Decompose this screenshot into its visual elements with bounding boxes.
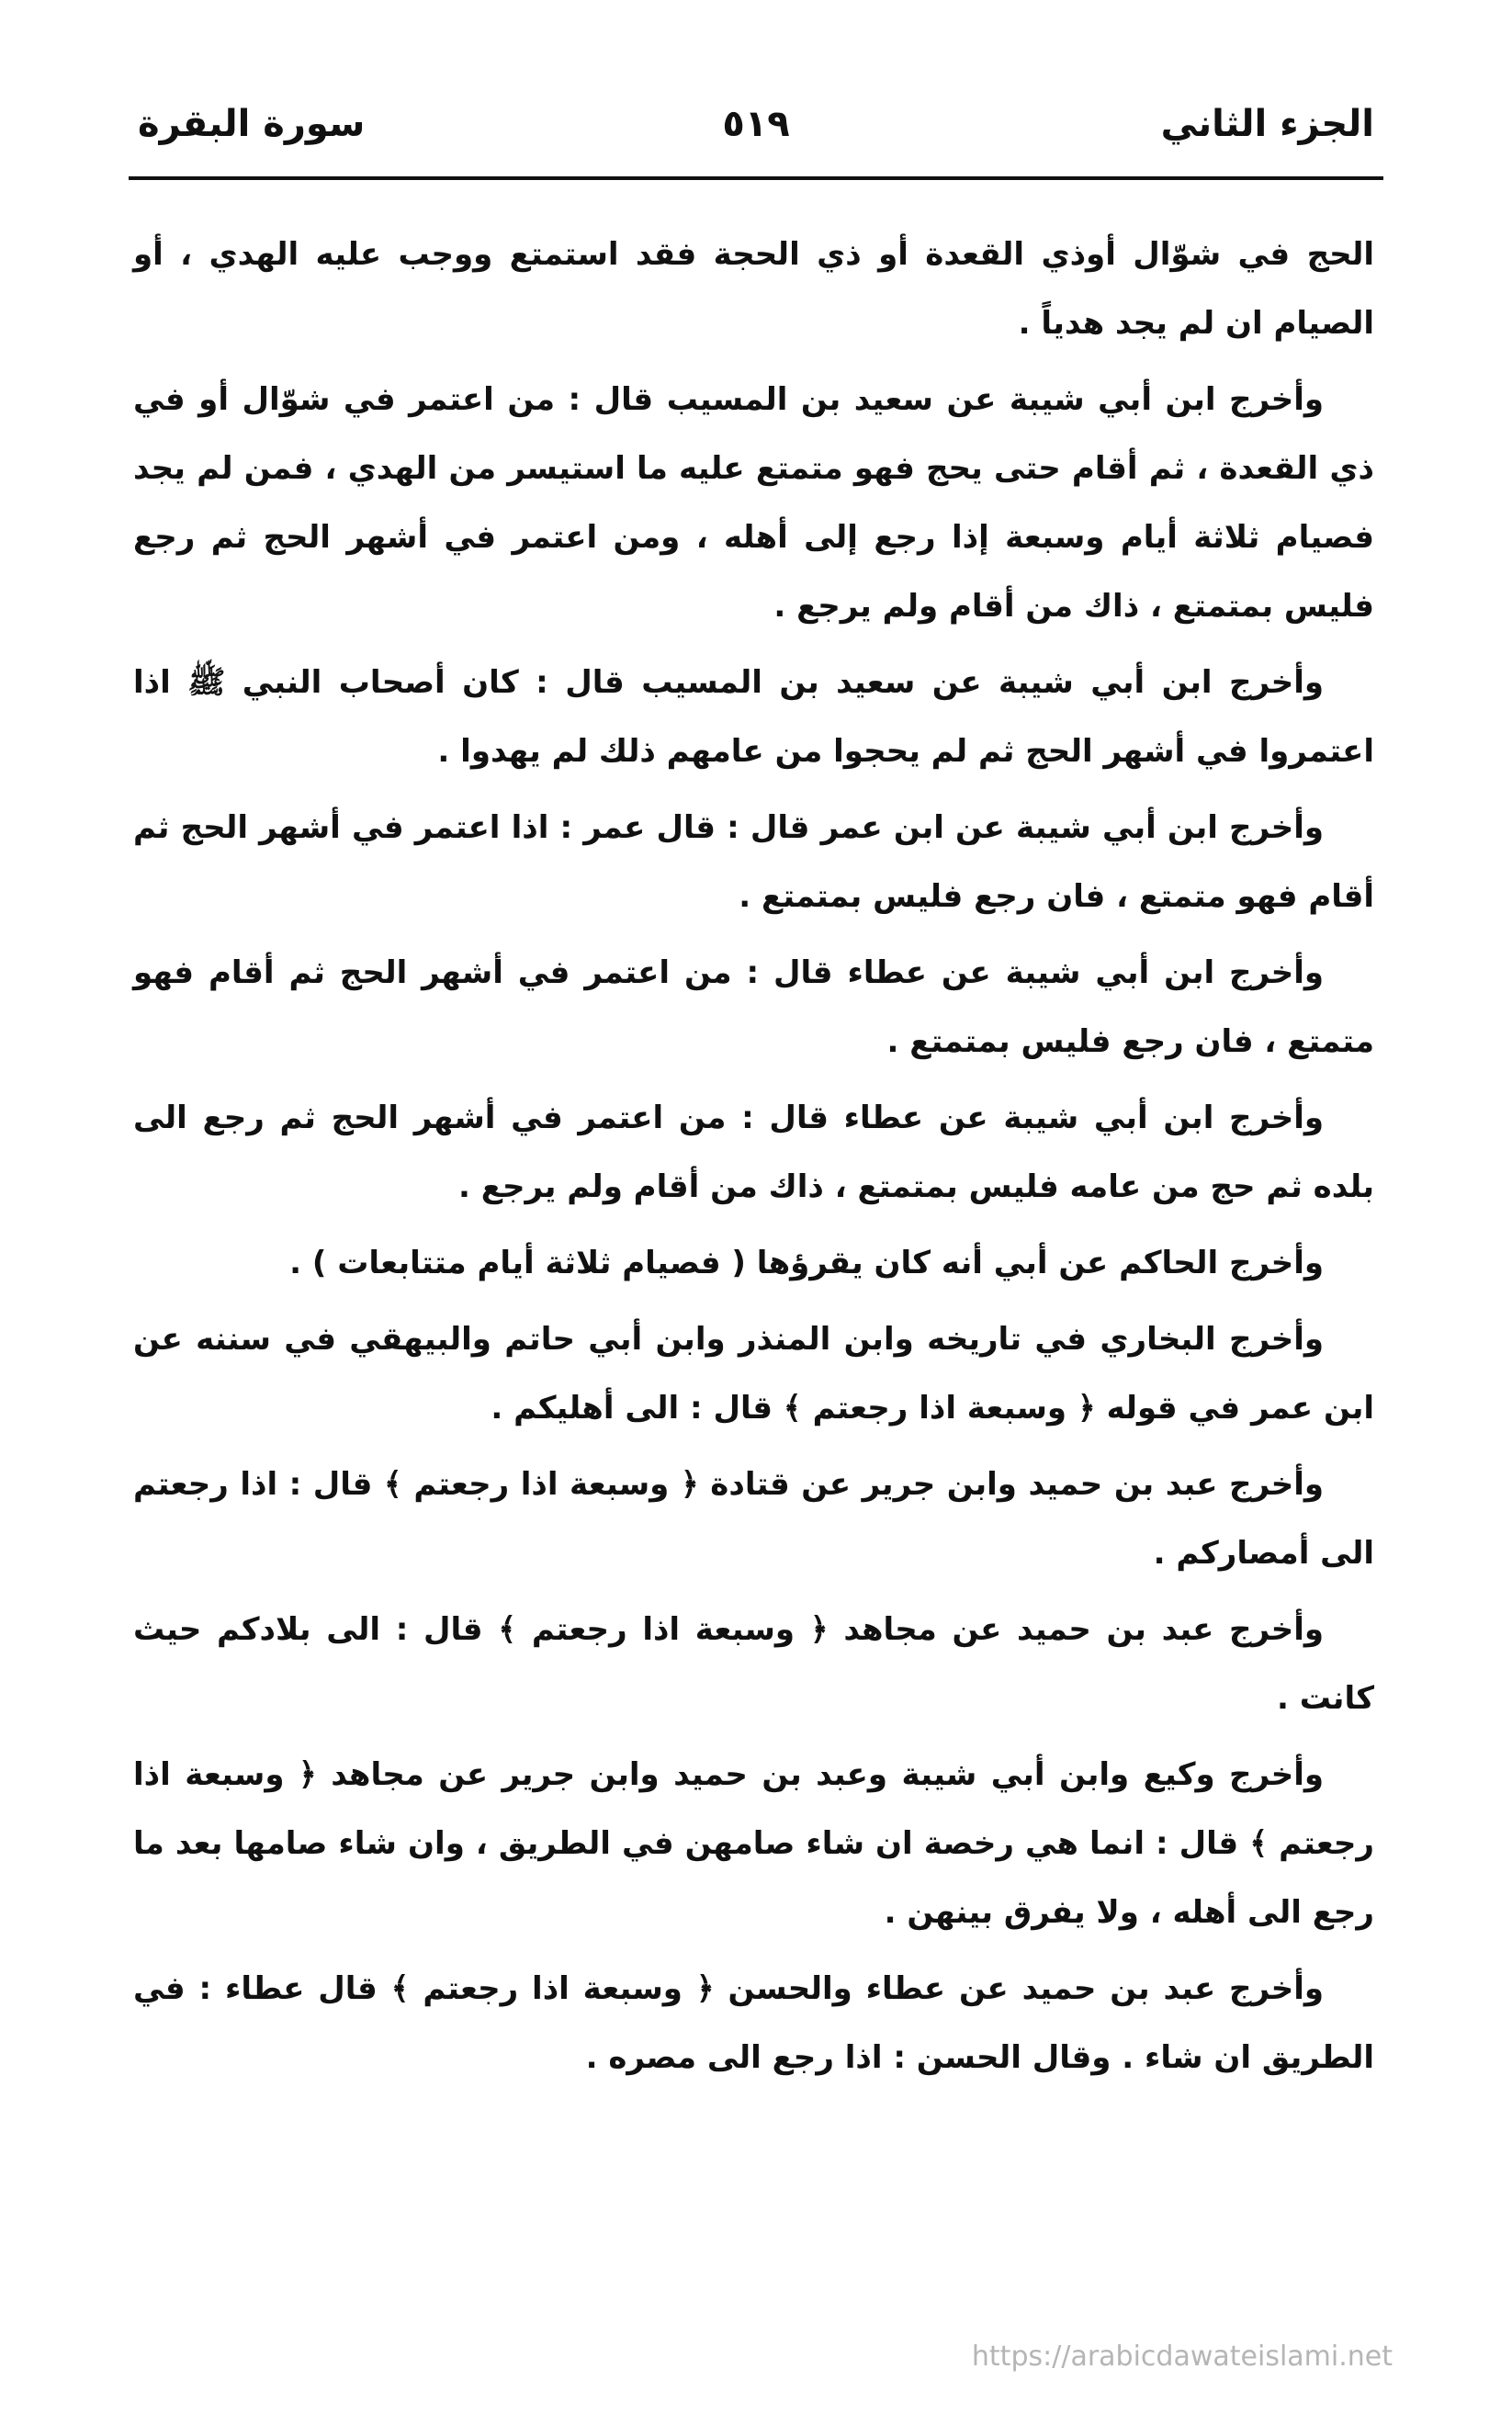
- paragraph: وأخرج ابن أبي شيبة عن عطاء قال : من اعتمر في أشهر الحج ثم أقام فهو متمتع ، فان رجع فليس بمتمتع .: [133, 954, 1374, 1060]
- paragraph: وأخرج ابن أبي شيبة عن سعيد بن المسيب قال : كان أصحاب النبي ﷺ اذا اعتمروا في أشهر الحج ثم لم يحجوا من عامهم ذلك لم يهدوا .: [133, 664, 1374, 770]
- page-body: [133, 220, 1374, 2100]
- paragraph: وأخرج ابن أبي شيبة عن ابن عمر قال : قال عمر : اذا اعتمر في أشهر الحج ثم أقام فهو متمتع ، فان رجع فليس بمتمتع .: [133, 809, 1374, 915]
- paragraph: وأخرج عبد بن حميد عن عطاء والحسن ﴿ وسبعة اذا رجعتم ﴾ قال عطاء : في الطريق ان شاء . وقال الحسن : اذا رجع الى مصره .: [133, 1970, 1374, 2076]
- paragraph: وأخرج الحاكم عن أبي أنه كان يقرؤها ( فصيام ثلاثة أيام متتابعات ) .: [289, 1245, 1324, 1281]
- paragraph: الحج في شوّال أوذي القعدة أو ذي الحجة فقد استمتع ووجب عليه الهدي ، أو الصيام ان لم يجد هدياً .: [133, 236, 1374, 342]
- paragraph: وأخرج البخاري في تاريخه وابن المنذر وابن أبي حاتم والبيهقي في سننه عن ابن عمر في قوله ﴿ وسبعة اذا رجعتم ﴾ قال : الى أهليكم .: [133, 1321, 1374, 1427]
- page-number: ٥١٩: [722, 103, 790, 145]
- paragraph: وأخرج وكيع وابن أبي شيبة وعبد بن حميد وابن جرير عن مجاهد ﴿ وسبعة اذا رجعتم ﴾ قال : انما هي رخصة ان شاء صامهن في الطريق ، وان شاء صامها بعد ما رجع الى أهله ، ولا يفرق بينهن .: [133, 1756, 1374, 1931]
- paragraph: وأخرج ابن أبي شيبة عن عطاء قال : من اعتمر في أشهر الحج ثم رجع الى بلده ثم حج من عامه فليس بمتمتع ، ذاك من أقام ولم يرجع .: [133, 1100, 1374, 1205]
- page-header: [138, 87, 1374, 161]
- paragraph: وأخرج عبد بن حميد عن مجاهد ﴿ وسبعة اذا رجعتم ﴾ قال : الى بلادكم حيث كانت .: [133, 1611, 1374, 1717]
- paragraph: وأخرج ابن أبي شيبة عن سعيد بن المسيب قال : من اعتمر في شوّال أو في ذي القعدة ، ثم أقام حتى يحج فهو متمتع عليه ما استيسر من الهدي ، فمن لم يجد فصيام ثلاثة أيام وسبعة إذا رجع إلى أهله ، ومن اعتمر في أشهر الحج ثم رجع فليس بمتمتع ، ذاك من أقام ولم يرجع .: [133, 381, 1374, 625]
- part-title: الجزء الثاني: [1160, 103, 1374, 145]
- paragraph: وأخرج عبد بن حميد وابن جرير عن قتادة ﴿ وسبعة اذا رجعتم ﴾ قال : اذا رجعتم الى أمصاركم .: [133, 1466, 1374, 1572]
- watermark-url: https://arabicdawateislami.net: [971, 2341, 1393, 2373]
- header-rule: [129, 176, 1383, 180]
- surah-title: سورة البقرة: [138, 103, 366, 145]
